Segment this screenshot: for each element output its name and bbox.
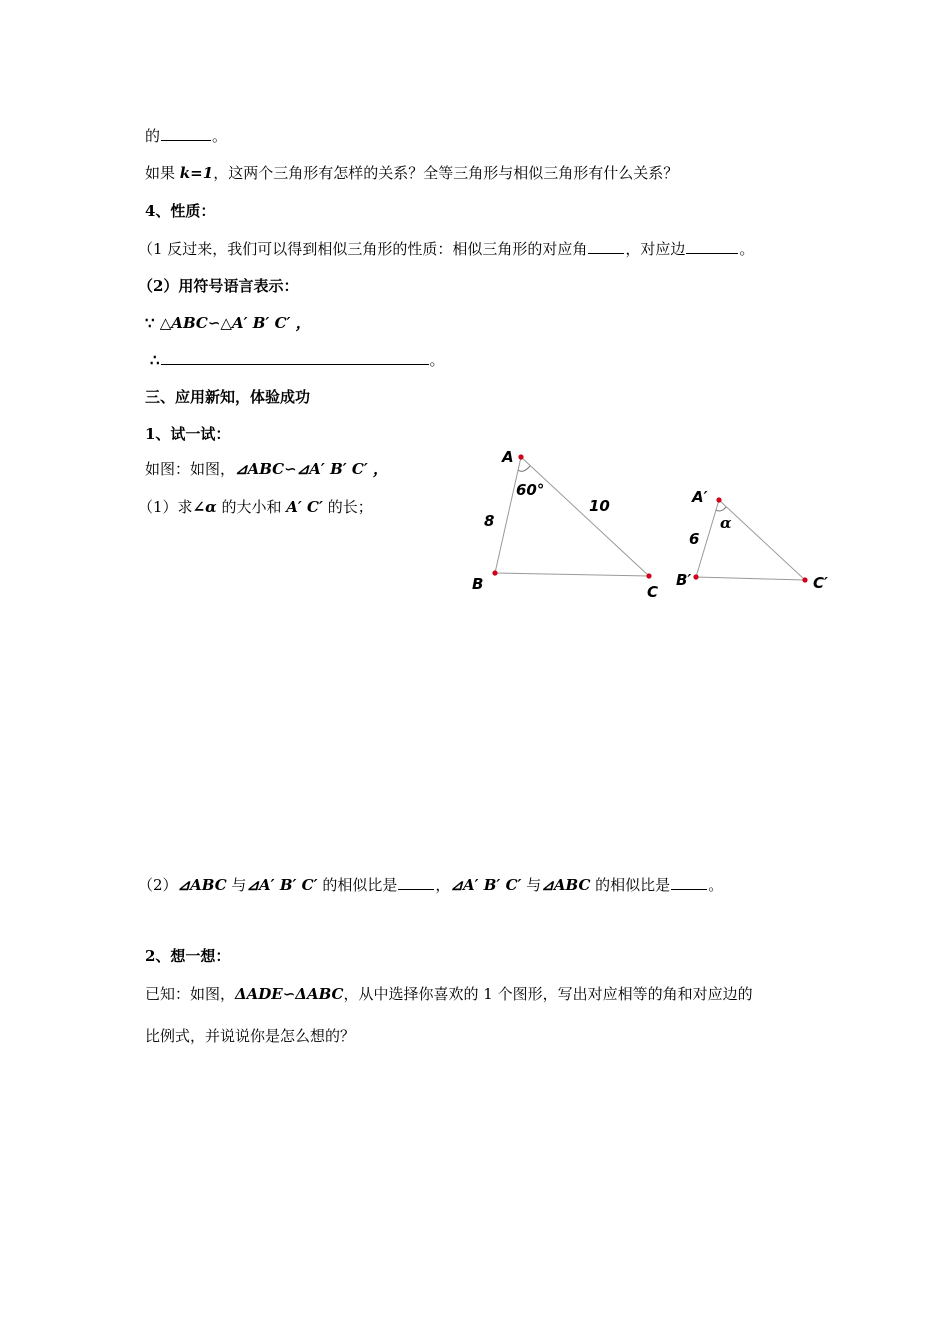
try-heading: 1、试一试： — [145, 425, 231, 443]
text: 如图：如图， — [145, 460, 236, 478]
text: 的相似比是 — [590, 876, 671, 894]
point-a — [518, 454, 523, 459]
math-expression: ⊿ABC — [541, 876, 591, 894]
side-ab-length: 8 — [484, 512, 495, 530]
point-a-prime — [716, 497, 721, 502]
math-k: k=1 — [179, 164, 214, 182]
label-a: A — [502, 448, 514, 466]
math-expression: ⊿A′ B′ C′ — [450, 876, 522, 894]
question-2 — [138, 875, 723, 895]
answer-blank[interactable] — [671, 875, 707, 890]
text: （1）求 — [138, 498, 193, 516]
question-1 — [138, 497, 373, 517]
text: 如果 — [145, 164, 180, 182]
line-2 — [145, 163, 678, 183]
text: 已知：如图， — [145, 985, 236, 1003]
angle-alpha-arc — [716, 507, 726, 511]
answer-blank[interactable] — [161, 126, 211, 141]
think-heading: 2、想一想： — [145, 947, 231, 965]
label-c-prime: C′ — [813, 574, 828, 592]
triangle-abc-prime — [676, 488, 828, 592]
text: （1 反过来，我们可以得到相似三角形的性质：相似三角形的对应角 — [138, 240, 588, 258]
math-expression: ⊿ABC — [177, 876, 227, 894]
text: 的相似比是 — [317, 876, 398, 894]
section-4-heading: 4、性质： — [145, 202, 216, 220]
label-b-prime: B′ — [676, 571, 692, 589]
text: 。 — [708, 876, 724, 894]
label-c: C — [647, 583, 659, 601]
text: 。 — [212, 127, 228, 145]
triangles-figure — [460, 440, 840, 610]
side-ac — [521, 457, 649, 576]
side-bc — [495, 573, 649, 576]
therefore-line — [150, 350, 445, 370]
side-a1b1-length: 6 — [689, 530, 700, 548]
point-b-prime — [693, 574, 698, 579]
label-b: B — [472, 575, 484, 593]
answer-blank[interactable] — [398, 875, 434, 890]
answer-blank[interactable] — [686, 239, 738, 254]
triangle-abc — [472, 448, 658, 601]
side-a1c1 — [719, 500, 805, 580]
text: （2） — [138, 876, 178, 894]
line-1 — [145, 126, 227, 146]
side-a1b1 — [696, 500, 719, 577]
angle-alpha-label: α — [720, 514, 732, 532]
math-segment: A′ C′ — [286, 498, 323, 516]
text: 的长； — [322, 498, 373, 516]
side-b1c1 — [696, 577, 805, 580]
side-ab — [495, 457, 521, 573]
text: 。 — [429, 351, 445, 369]
figure-intro — [145, 459, 388, 479]
text: 。 — [739, 240, 755, 258]
known-line — [145, 984, 753, 1004]
section-3-heading: 三、应用新知，体验成功 — [145, 388, 311, 406]
text: 的大小和 — [216, 498, 287, 516]
point-c — [646, 573, 651, 578]
math-expression: △ABC∽△A′ B′ C′ ， — [159, 314, 311, 332]
math-expression: ΔADE∽ΔABC — [235, 985, 344, 1003]
text: 与 — [521, 876, 542, 894]
answer-blank[interactable] — [588, 239, 624, 254]
because-symbol: ∵ — [145, 314, 160, 332]
point-b — [492, 570, 497, 575]
angle-a-arc — [518, 466, 530, 471]
text: 的 — [145, 127, 161, 145]
because-line — [145, 313, 311, 333]
property-1 — [138, 239, 754, 259]
known-line-2: 比例式，并说说你是怎么想的？ — [145, 1027, 356, 1045]
math-expression: ⊿A′ B′ C′ — [246, 876, 318, 894]
math-angle: ∠α — [192, 498, 217, 516]
point-c-prime — [802, 577, 807, 582]
property-2: （2）用符号语言表示： — [138, 277, 299, 295]
text: ，对应边 — [625, 240, 686, 258]
text: 与 — [226, 876, 247, 894]
answer-blank[interactable] — [161, 350, 429, 365]
text: ，从中选择你喜欢的 1 个图形，写出对应相等的角和对应边的 — [343, 985, 753, 1003]
therefore-symbol: ∴ — [150, 351, 160, 369]
side-ac-length: 10 — [589, 497, 610, 515]
text: ， — [435, 876, 451, 894]
text: ，这两个三角形有怎样的关系？全等三角形与相似三角形有什么关系？ — [213, 164, 679, 182]
math-expression: ⊿ABC∽⊿A′ B′ C′ ， — [235, 460, 389, 478]
angle-60-label: 60° — [516, 481, 545, 499]
label-a-prime: A′ — [692, 488, 708, 506]
